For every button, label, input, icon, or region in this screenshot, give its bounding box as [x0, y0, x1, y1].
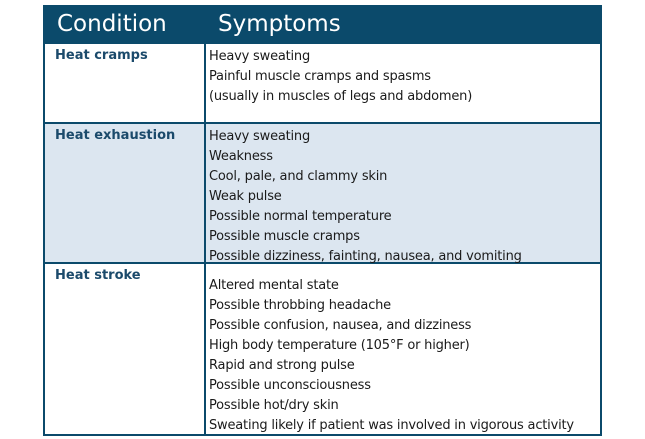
- symptom-item: Heavy sweating: [209, 129, 311, 144]
- symptom-item: Weak pulse: [209, 189, 282, 204]
- symptoms-cell: [206, 44, 600, 122]
- symptom-item: (usually in muscles of legs and abdomen): [209, 89, 473, 104]
- table-row-heat-cramps: [45, 42, 600, 122]
- symptom-item: Sweating likely if patient was involved in vigorous activity: [209, 418, 574, 433]
- symptom-item: Possible throbbing headache: [209, 298, 391, 313]
- symptom-item: Rapid and strong pulse: [209, 358, 355, 373]
- header-symptoms: Symptoms: [218, 10, 341, 37]
- heat-illness-table: [43, 5, 602, 436]
- condition-cell: Heat stroke: [45, 264, 206, 434]
- header-condition: Condition: [57, 10, 167, 37]
- symptom-item: Weakness: [209, 149, 273, 164]
- symptom-item: Altered mental state: [209, 278, 339, 293]
- table-row-heat-stroke: [45, 262, 600, 434]
- symptom-item: Cool, pale, and clammy skin: [209, 169, 388, 184]
- symptom-item: Possible hot/dry skin: [209, 398, 339, 413]
- condition-cell: Heat exhaustion: [45, 124, 206, 262]
- symptom-item: High body temperature (105°F or higher): [209, 338, 470, 353]
- symptom-item: Possible normal temperature: [209, 209, 392, 224]
- symptom-item: Possible muscle cramps: [209, 229, 360, 244]
- condition-cell: Heat cramps: [45, 44, 206, 122]
- symptom-item: Painful muscle cramps and spasms: [209, 69, 431, 84]
- table-header: [45, 5, 600, 42]
- table-row-heat-exhaustion: [45, 122, 600, 262]
- symptoms-cell: [206, 124, 600, 262]
- symptom-item: Possible dizziness, fainting, nausea, and vomiting: [209, 249, 522, 264]
- symptom-item: Possible unconsciousness: [209, 378, 371, 393]
- symptom-item: Possible confusion, nausea, and dizziness: [209, 318, 472, 333]
- symptom-item: Heavy sweating: [209, 49, 311, 64]
- symptoms-cell: [206, 264, 600, 434]
